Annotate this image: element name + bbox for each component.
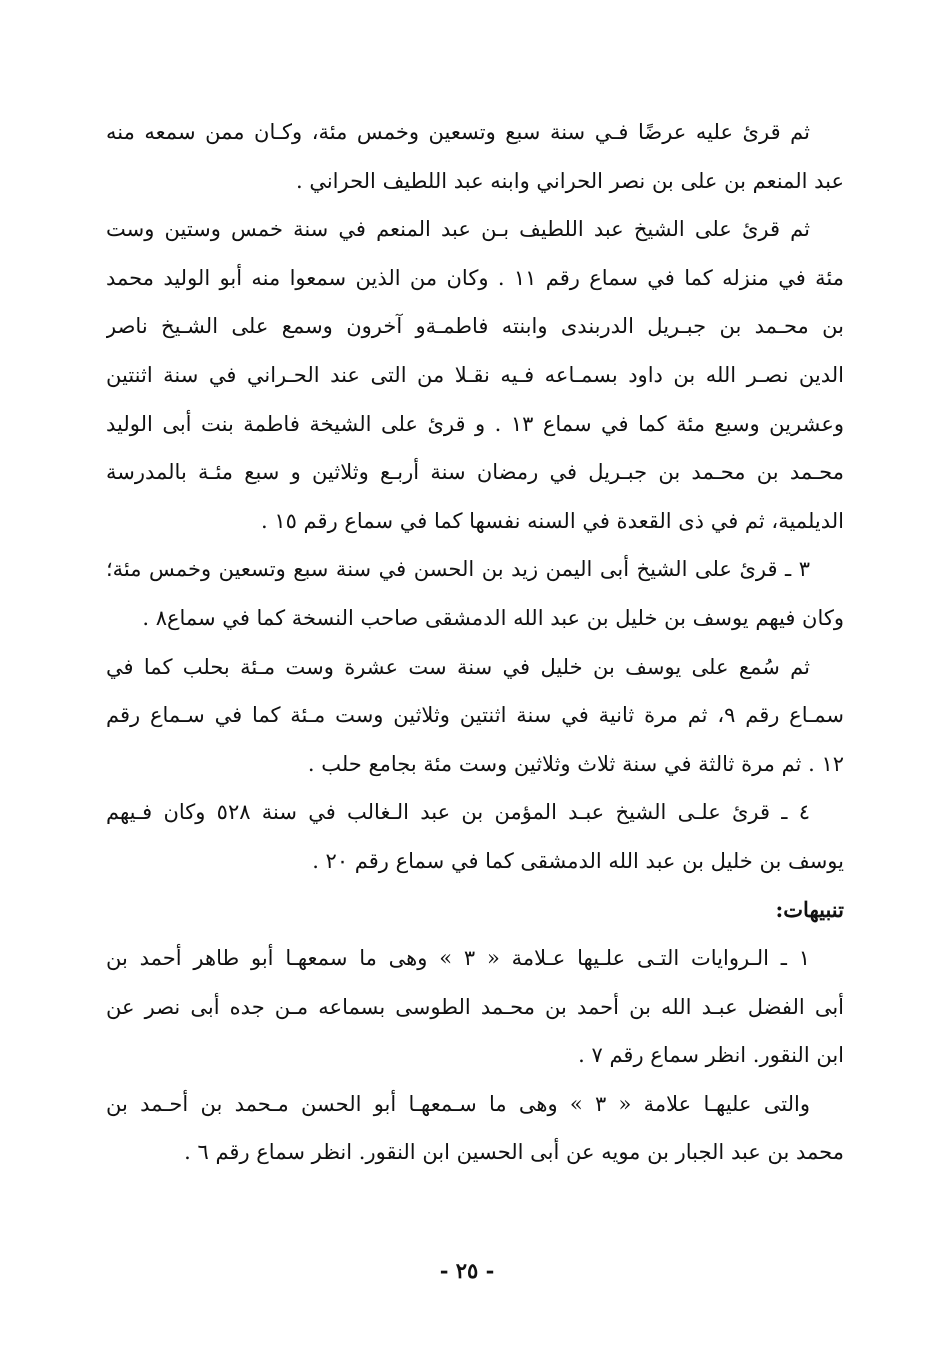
text-line-9: الديلمية، ثم في ذى القعدة في السنه نفسها كما في سماع رقم ١٥ .	[260, 508, 844, 533]
text-line-6: الدين نصـر الله بن داود بسمـاعه فـيه نقـلا من التى عند الحـراني في سنة اثنتين	[106, 362, 844, 387]
text-line-10: ٣ ـ قرئ على الشيخ أبى اليمن زيد بن الحسن في سنة سبع وتسعين وخمس مئة؛	[106, 557, 810, 582]
page-number: - ٢٥ -	[439, 1258, 495, 1283]
text-line-2: عبد المنعم بن على بن نصر الحراني وابنه عبد اللطيف الحراني .	[295, 168, 844, 193]
text-line-13: سمـاع رقم ٩، ثم مرة ثانية في سنة اثنتين وثلاثين وست مـئة كما في سـماع رقم	[106, 703, 844, 728]
text-line-1: ثم قرئ عليه عرضًا فـي سنة سبع وتسعين وخمس مئة، وكـان ممن سمعه منه	[106, 120, 810, 144]
text-line-12: ثم سُمع على يوسف بن خليل في سنة ست عشرة وست مـئة بحلب كما في	[106, 654, 810, 679]
text-line-18: ١ ـ الـروايات التـى علـيها عـلامة « ٣ » وهى ما سمعهـا أبو طاهر أحمد بن	[106, 946, 811, 971]
text-line-21: والتى عليهـا علامة « ٣ » وهى ما سـمعهـا أبو الحسن مـحمد بن أحـمد بن	[106, 1091, 810, 1116]
text-line-15: ٤ ـ قرئ علـى الشيخ عبـد المؤمن بن عبد الـغالب في سنة ٥٢٨ وكان فـيهم	[106, 800, 811, 825]
text-line-16: يوسف بن خليل بن عبد الله الدمشقى كما في سماع رقم ٢٠ .	[312, 848, 844, 873]
text-line-11: وكان فيهم يوسف بن خليل بن عبد الله الدمشقى صاحب النسخة كما في سماع٨ .	[142, 605, 844, 630]
text-line-7: وعشرين وسبع مئة كما في سماع ١٣ . و قرئ على الشيخة فاطمة بنت أبى الوليد	[106, 411, 844, 436]
text-line-3: ثم قرئ على الشيخ عبد اللطيف بـن عبد المنعم في سنة خمس وستين وست	[106, 217, 810, 242]
body-text	[106, 108, 844, 1177]
text-line-8: محـمد بن محـمد بن جبـريل في رمضان سنة أربـع وثلاثين و سبع مئـة بالمدرسة	[106, 460, 844, 485]
text-line-5: بن محـمد بن جبـريل الدربندى وابنته فاطمـةو آخرون وسمع على الشـيخ ناصر	[106, 314, 844, 339]
text-line-22: محمد بن عبد الجبار بن مويه عن أبى الحسين ابن النقور. انظر سماع رقم ٦ .	[184, 1140, 844, 1165]
text-line-4: مئة في منزله كما في سماع رقم ١١ . وكان من الذين سمعوا منه أبو الوليد محمد	[106, 265, 844, 290]
text-line-20: ابن النقور. انظر سماع رقم ٧ .	[578, 1043, 844, 1068]
section-heading: تنبيهات:	[775, 896, 844, 922]
text-line-19: أبى الفضل عبـد الله بن أحمد بن محـمد الطوسى بسماعه مـن جده أبى نصر عن	[106, 994, 844, 1019]
text-line-14: ١٢ . ثم مرة ثالثة في سنة ثلاث وثلاثين وست مئة بجامع حلب .	[307, 751, 844, 776]
